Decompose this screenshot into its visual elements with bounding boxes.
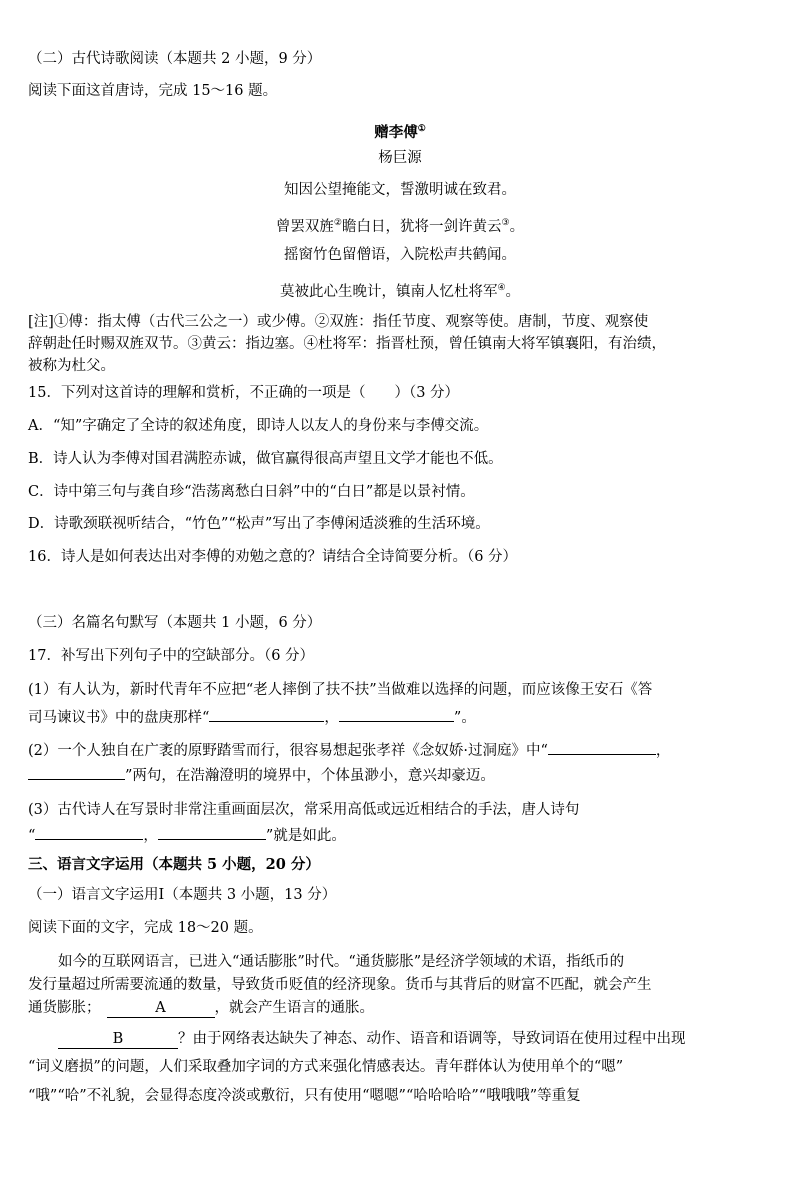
- q17-3-blank-2[interactable]: [158, 839, 266, 840]
- q15-option-c: C．诗中第三句与龚自珍“浩荡离愁白日斜”中的“白日”都是以景衬情。: [28, 484, 475, 500]
- read-instruction: 阅读下面这首唐诗，完成 15～16 题。: [28, 83, 278, 99]
- section2-heading: （二）古代诗歌阅读（本题共 2 小题，9 分）: [28, 51, 322, 67]
- section3-heading: （三）名篇名句默写（本题共 1 小题，6 分）: [28, 615, 322, 631]
- q17-2-blank-2[interactable]: [28, 779, 125, 780]
- blank-b[interactable]: B: [58, 1030, 178, 1049]
- q17-3-comma: ，: [143, 828, 158, 844]
- q15-option-a: A．“知”字确定了全诗的叙述角度，即诗人以友人的身份来与李傅交流。: [28, 418, 489, 434]
- q15-option-b: B．诗人认为李傅对国君满腔赤诚，做官赢得很高声望且文学才能也不低。: [28, 451, 503, 467]
- q17-2-text-a: (2）一个人独自在广袤的原野踏雪而行，很容易想起张孝祥《念奴娇·过洞庭》中“: [28, 743, 548, 759]
- q17-3-blank-1[interactable]: [35, 839, 143, 840]
- poem-line-3: 摇窗竹色留僧语，入院松声共鹤闻。: [284, 247, 516, 263]
- q17-1-line-2: [28, 708, 476, 728]
- passage-p1-line-1: 如今的互联网语言，已进入“通话膨胀”时代。“通货膨胀”是经济学领域的术语，指纸币的: [58, 954, 625, 970]
- poem-title-note: ①: [417, 124, 426, 134]
- part3-heading: 三、语言文字运用（本题共 5 小题，20 分）: [28, 856, 320, 873]
- blank-a[interactable]: A: [107, 999, 215, 1018]
- q17-2-text-b: ”两句，在浩瀚澄明的境界中，个体虽渺小，意兴却豪迈。: [125, 768, 495, 784]
- q17-1-comma: ，: [324, 710, 339, 726]
- poem-author: 杨巨源: [378, 150, 422, 166]
- poem-note-2: ②: [333, 218, 342, 228]
- q17-1-end: ”。: [453, 710, 476, 726]
- read-instruction-2: 阅读下面的文字，完成 18～20 题。: [28, 920, 263, 936]
- q17-1-blank-1[interactable]: [209, 721, 324, 722]
- poem-note-3: ③: [501, 218, 510, 228]
- poem-line-4a: 莫被此心生晚计，镇南人忆杜将军: [279, 284, 498, 300]
- passage-p1-line-2: 发行量超过所需要流通的数量，导致货币贬值的经济现象。货币与其背后的财富不匹配，就会产生: [28, 977, 652, 993]
- poem-line-2a: 曾罢双旌: [275, 219, 334, 235]
- poem-line-1: 知因公望掩能文，誓激明诚在致君。: [284, 182, 516, 198]
- q17-1-blank-2[interactable]: [339, 721, 454, 722]
- q17-1-line-1: (1）有人认为，新时代青年不应把“老人摔倒了扶不扶”当做难以选择的问题，而应该像王安石《答: [28, 682, 653, 698]
- passage-p2-line-2: “词义磨损”的问题，人们采取叠加字词的方式来强化情感表达。青年群体认为使用单个的“嗯”: [28, 1059, 624, 1075]
- q17-2-blank-1[interactable]: [548, 754, 656, 755]
- q17-3-line-2: [28, 826, 346, 846]
- q16-stem: 16．诗人是如何表达出对李傅的劝勉之意的？请结合全诗简要分析。（6 分）: [28, 549, 518, 565]
- passage-p2-text-a: ？由于网络表达缺失了神态、动作、语音和语调等，导致词语在使用过程中出现: [178, 1031, 686, 1047]
- q17-2-line-1: [28, 741, 670, 761]
- note-line-2: 辞朝赴任时赐双旌双节。③黄云：指边塞。④杜将军：指晋杜预，曾任镇南大将军镇襄阳，有治绩，: [28, 336, 666, 352]
- q17-stem: 17．补写出下列句子中的空缺部分。（6 分）: [28, 648, 315, 664]
- q17-3-open: “: [28, 828, 36, 844]
- poem-title: [28, 119, 772, 143]
- q17-3-line-1: (3）古代诗人在写景时非常注重画面层次，常采用高低或远近相结合的手法，唐人诗句: [28, 802, 580, 818]
- passage-p1-text-b: ，就会产生语言的通胀。: [214, 1000, 374, 1016]
- q15-stem: 15．下列对这首诗的理解和赏析，不正确的一项是（ ）（3 分）: [28, 385, 460, 401]
- q15-option-d: D．诗歌颈联视听结合，“竹色”“松声”写出了李傅闲适淡雅的生活环境。: [28, 516, 490, 532]
- poem-line-2c: 。: [509, 219, 525, 235]
- poem-line-2: [28, 213, 772, 237]
- note-line-1: [注]①傅：指太傅（古代三公之一）或少傅。②双旌：指任节度、观察等使。唐制，节度、观察使: [28, 314, 649, 330]
- passage-p1-line-3: [28, 998, 374, 1018]
- passage-p2-line-3: “哦”“哈”不礼貌，会显得态度冷淡或敷衍，只有使用“嗯嗯”“哈哈哈哈”“哦哦哦”等重复: [28, 1088, 581, 1104]
- q17-2-comma: ，: [655, 743, 671, 759]
- q17-2-line-2: [28, 766, 495, 786]
- poem-line-4b: 。: [505, 284, 521, 300]
- poem-line-2b: 瞻白日，犹将一剑许黄云: [342, 219, 502, 235]
- q17-3-end: ”就是如此。: [265, 828, 346, 844]
- passage-p2-line-1: [58, 1029, 686, 1049]
- sub1-heading: （一）语言文字运用Ⅰ（本题共 3 小题，13 分）: [28, 887, 337, 903]
- poem-line-4: [28, 278, 772, 302]
- poem-note-4: ④: [497, 283, 506, 293]
- passage-p1-text-a: 通货膨胀；: [28, 1000, 101, 1016]
- q17-1-text-a: 司马谏议书》中的盘庚那样“: [28, 710, 210, 726]
- poem-title-text: 赠李傅: [374, 124, 418, 141]
- note-line-3: 被称为杜父。: [28, 358, 115, 374]
